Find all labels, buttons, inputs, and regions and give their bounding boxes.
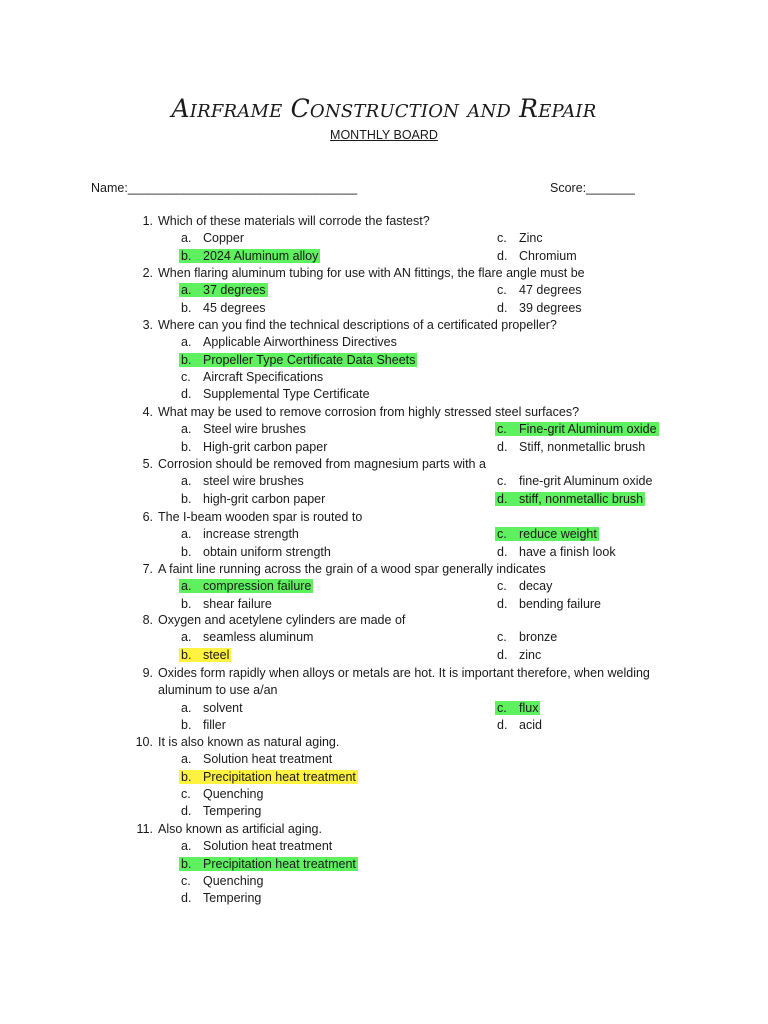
answer-option (181, 873, 263, 890)
option-letter: d. (497, 717, 508, 732)
option-text: Steel wire brushes (203, 422, 306, 437)
answer-option (181, 838, 332, 855)
option-letter: a. (181, 422, 192, 437)
answer-content (181, 701, 243, 715)
option-letter: b. (181, 769, 192, 784)
answer-option (181, 803, 261, 820)
option-text: bronze (519, 630, 558, 645)
question-text: What may be used to remove corrosion from highly stressed steel surfaces? (158, 405, 580, 419)
option-letter: c. (497, 579, 507, 594)
score-field-label: Score:_______ (550, 181, 635, 195)
answer-option (497, 596, 601, 613)
answer-highlight-green (179, 283, 268, 297)
option-letter: a. (181, 752, 192, 767)
answer-option (181, 369, 323, 386)
answer-option (181, 334, 397, 351)
option-text: 2024 Aluminum alloy (203, 248, 319, 263)
option-letter: c. (497, 231, 507, 246)
answer-content (181, 527, 299, 541)
answer-option (497, 230, 543, 247)
answer-option (181, 300, 266, 317)
option-text: 39 degrees (519, 300, 582, 315)
option-letter: d. (497, 596, 508, 611)
option-text: Zinc (519, 231, 543, 246)
option-text: steel wire brushes (203, 474, 304, 489)
option-text: seamless aluminum (203, 630, 314, 645)
option-letter: d. (181, 804, 192, 819)
answer-content (181, 597, 272, 611)
question-text: Which of these materials will corrode the fastest? (158, 214, 430, 228)
answer-content (497, 648, 541, 662)
option-text: acid (519, 717, 542, 732)
answer-highlight-green (179, 249, 320, 263)
option-letter: b. (181, 596, 192, 611)
answer-option (497, 526, 599, 543)
option-letter: d. (497, 248, 508, 263)
answer-highlight-green (179, 579, 313, 593)
answer-option (181, 352, 417, 369)
question-number: 8. (142, 613, 153, 627)
answer-option (181, 491, 325, 508)
option-letter: a. (181, 335, 192, 350)
option-letter: c. (181, 786, 191, 801)
option-letter: b. (181, 856, 192, 871)
answer-content (181, 718, 226, 732)
question-number: 6. (142, 510, 153, 524)
answer-content (497, 474, 652, 488)
option-text: Tempering (203, 891, 262, 906)
answer-content (181, 422, 306, 436)
option-letter: d. (497, 491, 508, 506)
option-text: increase strength (203, 527, 299, 542)
answer-option (497, 248, 577, 265)
option-letter: a. (181, 474, 192, 489)
option-text: Solution heat treatment (203, 752, 333, 767)
answer-content (497, 231, 543, 245)
answer-content (181, 545, 331, 559)
option-letter: a. (181, 630, 192, 645)
question-number: 10. (135, 735, 153, 749)
answer-option (181, 786, 263, 803)
answer-content (497, 301, 582, 315)
answer-option (497, 700, 540, 717)
answer-content (181, 440, 327, 454)
answer-option (497, 544, 616, 561)
answer-option (497, 300, 582, 317)
question-number: 4. (142, 405, 153, 419)
option-text: solvent (203, 700, 243, 715)
question-number: 1. (142, 214, 153, 228)
option-text: flux (519, 700, 539, 715)
answer-content (181, 370, 323, 384)
document-title: Airframe Construction and Repair (171, 94, 597, 123)
answer-option (181, 578, 313, 595)
answer-content (181, 891, 261, 905)
question-text: The I-beam wooden spar is routed to (158, 510, 363, 524)
option-letter: d. (497, 439, 508, 454)
option-text: 37 degrees (203, 283, 266, 298)
answer-option (181, 386, 370, 403)
answer-content (181, 231, 244, 245)
answer-highlight-green (179, 857, 358, 871)
option-text: Solution heat treatment (203, 839, 333, 854)
question-number: 11. (136, 822, 153, 836)
answer-option (181, 717, 226, 734)
option-text: Supplemental Type Certificate (203, 387, 370, 402)
option-letter: c. (497, 283, 507, 298)
question-8 (0, 612, 768, 629)
option-letter: b. (181, 300, 192, 315)
option-letter: d. (181, 387, 192, 402)
answer-option (181, 629, 313, 646)
option-text: shear failure (203, 596, 272, 611)
question-number: 7. (142, 562, 153, 576)
answer-highlight-green (495, 527, 599, 541)
answer-option (181, 248, 320, 265)
option-letter: b. (181, 248, 192, 263)
question-1 (0, 213, 768, 230)
answer-content (497, 718, 542, 732)
answer-option (181, 647, 231, 664)
question-10 (0, 734, 768, 751)
option-text: Precipitation heat treatment (203, 856, 356, 871)
answer-content (181, 387, 370, 401)
option-letter: d. (497, 300, 508, 315)
answer-option (181, 596, 272, 613)
option-text: obtain uniform strength (203, 544, 331, 559)
answer-highlight-green (495, 422, 659, 436)
option-letter: c. (497, 700, 507, 715)
answer-content (181, 752, 332, 766)
option-text: reduce weight (519, 527, 597, 542)
answer-option (181, 473, 304, 490)
answer-content (181, 335, 397, 349)
answer-content (497, 597, 601, 611)
answer-option (497, 282, 582, 299)
name-field-label: Name:_________________________________ (91, 181, 358, 195)
option-letter: d. (497, 647, 508, 662)
option-text: Fine-grit Aluminum oxide (519, 422, 657, 437)
answer-content (181, 874, 263, 888)
question-number: 9. (142, 666, 153, 680)
answer-content (497, 440, 645, 454)
answer-option (497, 439, 645, 456)
option-letter: b. (181, 544, 192, 559)
answer-content (497, 630, 557, 644)
answer-option (181, 439, 327, 456)
option-text: Tempering (203, 804, 262, 819)
document-subtitle: MONTHLY BOARD (330, 128, 438, 142)
question-6 (0, 509, 768, 526)
question-text: Oxides form rapidly when alloys or metals are hot. It is important therefore, when welding aluminum to use a/an (158, 666, 650, 697)
question-7 (0, 561, 768, 578)
option-text: steel (203, 647, 230, 662)
option-text: Aircraft Specifications (203, 369, 324, 384)
question-number: 2. (142, 266, 153, 280)
option-letter: d. (181, 891, 192, 906)
answer-option (181, 890, 261, 907)
answer-option (497, 578, 552, 595)
answer-highlight-green (495, 492, 645, 506)
answer-option (497, 647, 541, 664)
answer-highlight-yellow (179, 770, 358, 784)
option-letter: c. (497, 527, 507, 542)
option-letter: c. (181, 873, 191, 888)
option-text: bending failure (519, 596, 602, 611)
question-text: Oxygen and acetylene cylinders are made of (158, 613, 406, 627)
option-text: 45 degrees (203, 300, 266, 315)
answer-option (181, 421, 306, 438)
option-text: filler (203, 717, 226, 732)
option-text: Applicable Airworthiness Directives (203, 335, 397, 350)
option-text: Quenching (203, 873, 264, 888)
answer-highlight-green (495, 701, 540, 715)
option-text: Precipitation heat treatment (203, 769, 356, 784)
answer-option (181, 751, 332, 768)
option-text: compression failure (203, 579, 312, 594)
option-text: Chromium (519, 248, 577, 263)
question-9 (0, 665, 768, 697)
answer-option (497, 491, 645, 508)
option-text: have a finish look (519, 544, 616, 559)
question-text: Corrosion should be removed from magnesium parts with a (158, 457, 486, 471)
answer-content (497, 249, 577, 263)
answer-option (181, 700, 243, 717)
option-letter: a. (181, 700, 192, 715)
answer-option (497, 629, 557, 646)
answer-option (497, 473, 652, 490)
option-text: Copper (203, 231, 244, 246)
option-letter: a. (181, 579, 192, 594)
option-letter: a. (181, 527, 192, 542)
option-letter: c. (497, 630, 507, 645)
answer-content (181, 804, 261, 818)
option-letter: b. (181, 491, 192, 506)
option-letter: c. (497, 474, 507, 489)
option-text: Propeller Type Certificate Data Sheets (203, 352, 416, 367)
option-text: Quenching (203, 786, 264, 801)
question-5 (0, 456, 768, 473)
question-number: 3. (142, 318, 153, 332)
option-letter: b. (181, 439, 192, 454)
answer-option (181, 526, 299, 543)
option-text: decay (519, 579, 553, 594)
answer-option (181, 769, 358, 786)
option-text: High-grit carbon paper (203, 439, 328, 454)
answer-content (181, 630, 313, 644)
answer-content (181, 492, 325, 506)
option-text: fine-grit Aluminum oxide (519, 474, 653, 489)
answer-content (497, 283, 582, 297)
option-letter: c. (497, 422, 507, 437)
option-text: Stiff, nonmetallic brush (519, 439, 646, 454)
answer-option (181, 282, 268, 299)
question-text: A faint line running across the grain of a wood spar generally indicates (158, 562, 546, 576)
option-letter: b. (181, 352, 192, 367)
answer-content (181, 787, 263, 801)
question-number: 5. (142, 457, 153, 471)
answer-content (181, 474, 304, 488)
answer-highlight-green (179, 353, 417, 367)
option-text: 47 degrees (519, 283, 582, 298)
option-letter: a. (181, 839, 192, 854)
answer-option (181, 544, 331, 561)
answer-content (497, 545, 616, 559)
question-11 (0, 821, 768, 838)
question-text: Where can you find the technical descriptions of a certificated propeller? (158, 318, 557, 332)
option-letter: a. (181, 283, 192, 298)
answer-content (181, 839, 332, 853)
option-text: stiff, nonmetallic brush (519, 491, 644, 506)
question-2 (0, 265, 768, 282)
option-letter: b. (181, 717, 192, 732)
answer-highlight-yellow (179, 648, 231, 662)
question-4 (0, 404, 768, 421)
answer-option (497, 717, 542, 734)
question-text: It is also known as natural aging. (158, 735, 340, 749)
option-text: zinc (519, 647, 542, 662)
question-3 (0, 317, 768, 334)
option-letter: d. (497, 544, 508, 559)
option-letter: b. (181, 647, 192, 662)
option-letter: a. (181, 231, 192, 246)
answer-option (181, 230, 244, 247)
answer-content (181, 301, 266, 315)
answer-content (497, 579, 552, 593)
option-letter: c. (181, 369, 191, 384)
question-text: When flaring aluminum tubing for use with AN fittings, the flare angle must be (158, 266, 585, 280)
question-text: Also known as artificial aging. (158, 822, 322, 836)
answer-option (181, 856, 358, 873)
answer-option (497, 421, 659, 438)
option-text: high-grit carbon paper (203, 491, 326, 506)
